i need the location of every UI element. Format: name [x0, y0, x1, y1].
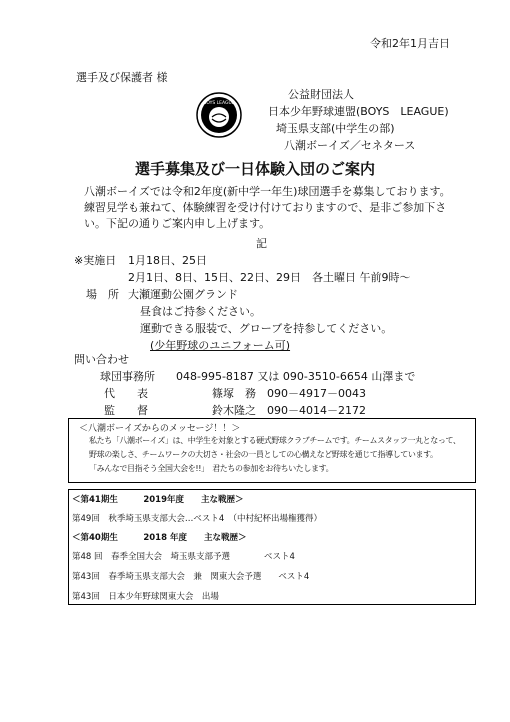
- intro-line-2: 練習見学も兼ねて、体験練習を受け付けておりますので、是非ご参加下さ: [84, 201, 447, 214]
- rep-label: 代 表: [104, 387, 148, 400]
- message-line-3: 「みんなで目指そう全国大会を!!」 君たちの参加をお待ちいたします。: [89, 464, 334, 473]
- place-label: 場 所: [86, 288, 119, 301]
- addressee: 選手及び保護者 様: [76, 71, 168, 84]
- note-uniform: (少年野球のユニフォーム可): [150, 339, 291, 352]
- document-date: 令和2年1月吉日: [370, 37, 450, 50]
- history-item: 第43回 日本少年野球関東大会 出場: [72, 592, 219, 602]
- rep-phone: 篠塚 務 090－4917－0043: [212, 387, 366, 400]
- schedule-label: ※実施日: [74, 254, 117, 267]
- intro-line-3: い。下記の通りご案内申し上げます。: [84, 217, 271, 230]
- org-line-4: 八潮ボーイズ／セネタース: [284, 139, 416, 152]
- office-label: 球団事務所: [100, 370, 155, 383]
- history-heading-41: ＜第41期生 2019年度 主な戦歴＞: [72, 495, 244, 505]
- place-value: 大瀬運動公園グランド: [128, 288, 238, 301]
- intro-line-1: 八潮ボーイズでは令和2年度(新中学一年生)球団選手を募集しております。: [84, 185, 451, 198]
- ki-heading: 記: [256, 237, 267, 250]
- history-item: 第48 回 春季全国大会 埼玉県支部予選 ベスト4: [72, 552, 295, 562]
- message-heading: ＜八潮ボーイズからのメッセージ！！＞: [79, 424, 241, 434]
- coach-phone: 鈴木隆之 090－4014－2172: [212, 404, 366, 417]
- coach-label: 監 督: [104, 404, 148, 417]
- office-phone: 048-995-8187 又は 090-3510-6654 山澤まで: [176, 370, 416, 383]
- logo-text: BOYS LEAGUE: [203, 101, 235, 106]
- history-item: 第43回 春季埼玉県支部大会 兼 関東大会予選 ベスト4: [72, 572, 310, 582]
- note-lunch: 昼食はご持参ください。: [140, 305, 261, 318]
- boys-league-logo: [196, 92, 242, 138]
- page-title: 選手募集及び一日体験入団のご案内: [134, 160, 375, 178]
- org-line-3: 埼玉県支部(中学生の部): [276, 122, 395, 135]
- schedule-dates-feb: 2月1日、8日、15日、22日、29日 各土曜日 午前9時～: [128, 271, 411, 284]
- message-line-2: 野球の楽しさ、チームワークの大切さ・社会の一員としての心構えなど野球を通じて指導しています。: [89, 450, 438, 459]
- intro-text: [84, 184, 494, 232]
- org-line-1: 公益財団法人: [288, 88, 354, 101]
- message-line-1: 私たち「八潮ボーイズ」は、中学生を対象とする硬式野球クラブチームです。チームスタッフ一丸となって、: [89, 436, 461, 445]
- contact-label: 問い合わせ: [74, 353, 129, 366]
- org-line-2: 日本少年野球連盟(BOYS LEAGUE): [268, 105, 449, 118]
- note-clothing: 運動できる服装で、グローブを持参してください。: [140, 322, 393, 335]
- message-box: [68, 418, 476, 483]
- history-heading-40: ＜第40期生 2018 年度 主な戦歴＞: [72, 533, 247, 543]
- history-box: [68, 489, 476, 605]
- schedule-dates-jan: 1月18日、25日: [128, 254, 207, 267]
- history-item: 第49回 秋季埼玉県支部大会…ベスト4 （中村紀杯出場権獲得）: [72, 514, 322, 524]
